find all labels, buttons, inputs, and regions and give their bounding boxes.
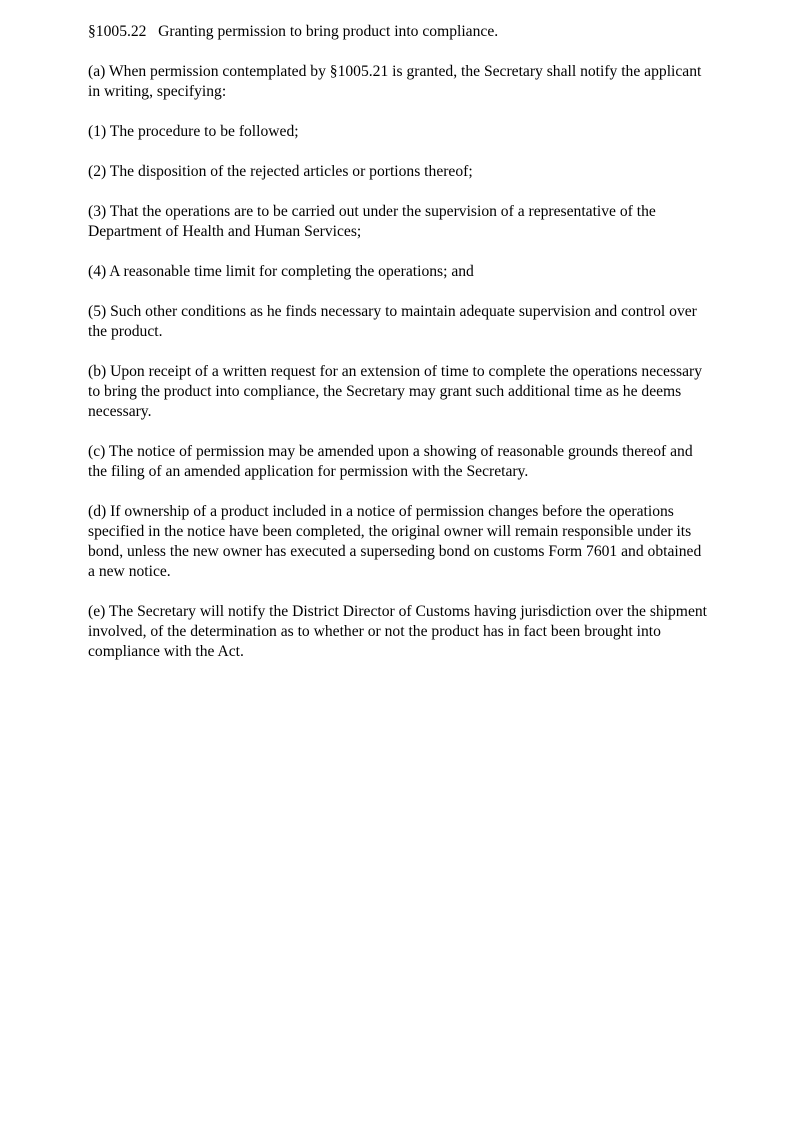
paragraph-a-4: (4) A reasonable time limit for completing the operations; and: [88, 263, 474, 280]
paragraph-a: (a) When permission contemplated by §1005.21 is granted, the Secretary shall notify the applicant in writing, specifying:: [88, 63, 702, 100]
document-page: [88, 22, 708, 682]
paragraph-a-5: (5) Such other conditions as he finds necessary to maintain adequate supervision and control over the product.: [88, 303, 697, 340]
paragraph-a-2: (2) The disposition of the rejected articles or portions thereof;: [88, 163, 473, 180]
paragraph-a-1: (1) The procedure to be followed;: [88, 123, 299, 140]
section-heading: §1005.22 Granting permission to bring product into compliance.: [88, 23, 499, 40]
paragraph-d: (d) If ownership of a product included in a notice of permission changes before the operations specified in the notice have been completed, the original owner will remain responsible under its bond, unless the new owner has executed a superseding bond on customs Form 7601 and obtained a new notice.: [88, 503, 702, 580]
paragraph-e: (e) The Secretary will notify the District Director of Customs having jurisdiction over the shipment involved, of the determination as to whether or not the product has in fact been brought into compliance with the Act.: [88, 603, 707, 660]
paragraph-b: (b) Upon receipt of a written request for an extension of time to complete the operations necessary to bring the product into compliance, the Secretary may grant such additional time as he deems necessary.: [88, 363, 703, 420]
paragraph-a-3: (3) That the operations are to be carried out under the supervision of a representative of the Department of Health and Human Services;: [88, 203, 656, 240]
paragraph-c: (c) The notice of permission may be amended upon a showing of reasonable grounds thereof and the filing of an amended application for permission with the Secretary.: [88, 443, 693, 480]
